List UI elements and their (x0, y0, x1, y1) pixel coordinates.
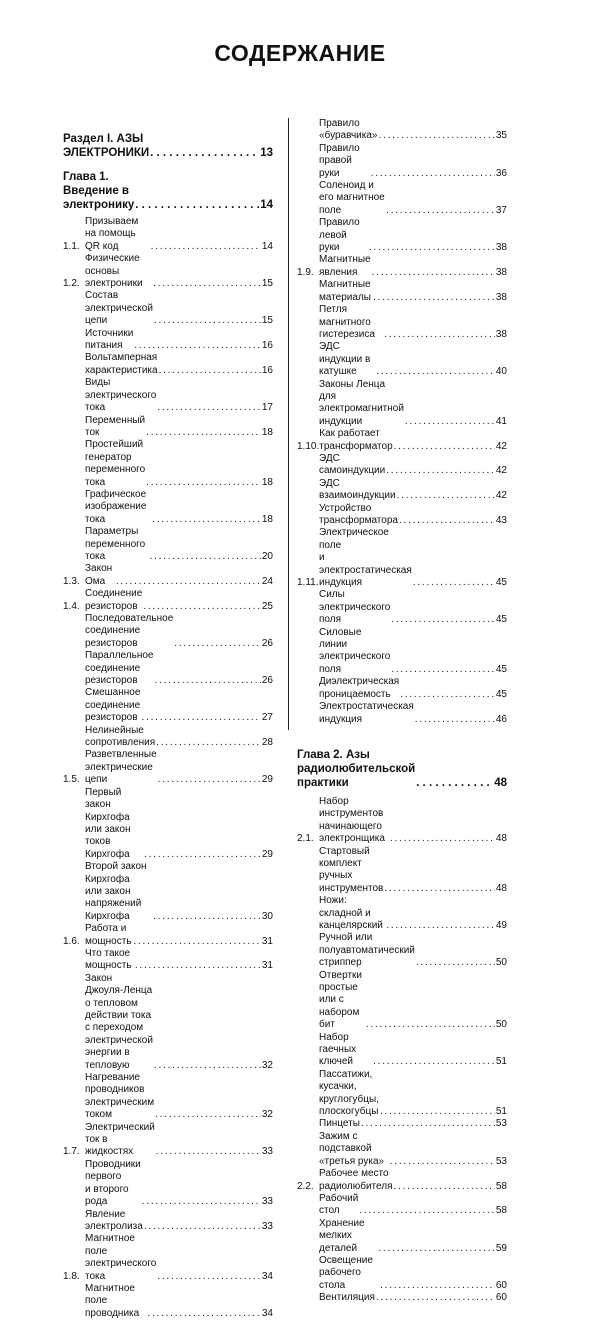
toc-entry (297, 676, 507, 701)
toc-entry-title: Простейший генератор переменного тока (85, 439, 146, 488)
toc-entry (297, 895, 507, 932)
toc-entry-title: ЭДС взаимоиндукции (319, 477, 396, 502)
toc-page-number: 36 (495, 167, 507, 179)
dot-leader (376, 366, 495, 378)
toc-entry (297, 1118, 507, 1130)
dot-leader (378, 1243, 495, 1255)
toc-page-number: 42 (495, 490, 507, 502)
dot-leader (416, 776, 493, 790)
toc-right-column (297, 118, 507, 1305)
toc-entry-title: Законы Ленца для электромагнитной индукции (319, 378, 404, 427)
toc-entry-title: Смешанное соединение резисторов (85, 687, 141, 724)
toc-entry-title: Электростатическая индукция (319, 701, 414, 725)
toc-page-number: 45 (495, 688, 507, 700)
dot-leader (135, 198, 259, 212)
page-title: СОДЕРЖАНИЕ (214, 40, 386, 66)
toc-entry (63, 253, 273, 290)
toc-page-number: 46 (495, 713, 507, 725)
dot-leader (390, 833, 495, 845)
toc-entry-title: Глава 2. Азы радиолюбительской практики (297, 748, 416, 789)
dot-leader (361, 1118, 495, 1130)
toc-page-number: 51 (495, 1106, 507, 1118)
toc-entry (297, 180, 507, 217)
toc-page-number: 27 (261, 712, 273, 724)
toc-entry (297, 217, 507, 254)
toc-entry-title: Магнитное поле проводника (85, 1282, 140, 1319)
toc-entry-title: Нелинейные сопротивления (85, 724, 156, 749)
toc-entry-number: 1.3. (63, 575, 80, 587)
dot-leader (415, 714, 495, 726)
toc-entry (63, 290, 273, 327)
toc-entry (297, 1168, 507, 1193)
toc-entry (63, 489, 273, 526)
toc-entry-title: Правило левой руки (319, 217, 360, 254)
toc-entry (63, 216, 273, 253)
dot-leader (116, 576, 261, 588)
toc-entry-number: 1.10. (297, 440, 320, 452)
toc-entry (63, 1233, 273, 1283)
toc-heading (63, 132, 273, 160)
toc-entry-title: Закон Джоуля-Ленца о тепловом действии тока с переходом электрической энергии в тепловую (85, 972, 153, 1071)
dot-leader (144, 1221, 261, 1233)
toc-entry-title: Глава 1. Введение в электронику (63, 171, 135, 211)
toc-page-number: 24 (261, 575, 273, 587)
dot-leader (154, 1060, 261, 1072)
toc-entry-title: Правило «буравчика» (319, 118, 378, 142)
dot-leader (373, 292, 495, 304)
toc-entry (63, 1209, 273, 1234)
toc-page-number: 31 (261, 960, 273, 972)
toc-entry-title: Электрический ток в жидкостях (85, 1121, 155, 1158)
toc-entry-title: Явление электролиза (85, 1208, 143, 1232)
toc-entry (63, 861, 273, 923)
dot-leader (174, 638, 261, 650)
toc-page-number: 15 (261, 278, 273, 290)
dot-leader (146, 427, 261, 439)
dot-leader (376, 1292, 495, 1304)
toc-entry-title: Что такое мощность (85, 947, 132, 972)
toc-entry (297, 1218, 507, 1255)
dot-leader (157, 402, 261, 414)
dot-leader (154, 675, 260, 687)
dot-leader (405, 416, 495, 428)
toc-page-number: 16 (261, 340, 273, 352)
dot-leader (134, 340, 261, 352)
toc-entry-title: Рабочее место радиолюбителя (319, 1168, 393, 1192)
toc-entry-title: Соленоид и его магнитное поле (319, 180, 385, 216)
dot-leader (369, 242, 495, 254)
dot-leader (391, 664, 495, 676)
toc-entry-title: Петля магнитного гистерезиса (319, 304, 375, 340)
dot-leader (413, 577, 495, 589)
toc-entry (297, 143, 507, 180)
toc-entry-title: Параметры переменного тока (85, 526, 146, 562)
toc-page-number: 49 (495, 919, 507, 931)
toc-page-number: 34 (261, 1270, 273, 1282)
toc-entry (297, 1032, 507, 1069)
dot-leader (150, 146, 259, 160)
toc-entry-title: Пассатижи, кусачки, круглогубцы, плоскогубцы (319, 1068, 379, 1118)
toc-entry-title: Магнитные явления (319, 254, 371, 278)
toc-page-number: 15 (261, 315, 273, 327)
toc-entry-title: Физические основы электроники (85, 253, 143, 290)
toc-page-number: 58 (495, 1205, 507, 1217)
toc-entry-title: Электрическое поле и электростатическая индукция (319, 527, 412, 589)
toc-entry (297, 503, 507, 528)
toc-entry (297, 701, 507, 726)
toc-entry (63, 1122, 273, 1159)
toc-page-number: 53 (495, 1155, 507, 1167)
dot-leader (153, 278, 261, 290)
toc-entry-title: Набор инструментов начинающего электронщика (319, 795, 385, 845)
toc-page-number: 18 (261, 476, 273, 488)
toc-entry-title: Соединение резисторов (85, 588, 143, 612)
dot-leader (152, 514, 261, 526)
dot-leader (399, 515, 495, 527)
toc-page-number: 48 (495, 833, 507, 845)
toc-entry (63, 328, 273, 353)
toc-entry-title: Отвертки простые или с набором бит (319, 969, 363, 1031)
toc-page-number: 18 (261, 426, 273, 438)
toc-entry (63, 613, 273, 650)
toc-page-number: 60 (495, 1292, 507, 1304)
toc-entry-number: 2.2. (297, 1180, 314, 1192)
toc-entry (297, 846, 507, 896)
toc-entry-number: 1.1. (63, 240, 80, 252)
toc-entry (297, 527, 507, 589)
toc-entry-number: 1.2. (63, 278, 80, 290)
toc-page-number: 28 (261, 737, 273, 749)
dot-leader (386, 205, 495, 217)
toc-entry (63, 725, 273, 750)
toc-entry-title: Освещение рабочего стола (319, 1254, 373, 1291)
toc-entry (63, 923, 273, 948)
toc-left-column (63, 118, 273, 1320)
toc-entry (297, 379, 507, 429)
toc-page-number: 43 (495, 515, 507, 526)
dot-leader (144, 849, 261, 861)
dot-leader (153, 911, 261, 923)
toc-entry (63, 377, 273, 414)
toc-entry-number: 1.4. (63, 600, 80, 612)
toc-entry-title: Работа и мощность (85, 923, 132, 947)
toc-entry-number: 1.5. (63, 774, 80, 786)
toc-entry-title: Набор гаечных ключей (319, 1031, 357, 1068)
toc-page-number: 20 (261, 550, 273, 562)
toc-entry-title: Как работает трансформатор (319, 428, 393, 452)
toc-page-number: 45 (495, 614, 507, 626)
toc-entry-title: Закон Ома (85, 563, 113, 587)
toc-entry (63, 948, 273, 973)
toc-entry-number: 1.7. (63, 1146, 80, 1158)
dot-leader (380, 1106, 495, 1118)
toc-page-number: 42 (495, 465, 507, 477)
toc-page-number: 41 (495, 415, 507, 427)
toc-page-number: 45 (495, 577, 507, 589)
toc-entry-title: ЭДС индукции в катушке (319, 341, 371, 378)
toc-page-number: 48 (494, 776, 507, 789)
toc-page-number: 33 (261, 1146, 273, 1158)
toc-entry (63, 439, 273, 489)
toc-entry-title: Ручной или полуавтоматический стриппер (319, 932, 415, 969)
toc-page-number: 42 (495, 440, 507, 452)
toc-entry (63, 526, 273, 563)
dot-leader (390, 1156, 495, 1168)
toc-entry (297, 254, 507, 279)
dot-leader (366, 1019, 495, 1031)
toc-page-number: 38 (495, 328, 507, 340)
toc-page-number: 34 (261, 1307, 273, 1319)
toc-page-number: 17 (261, 402, 273, 414)
toc-page-number: 31 (261, 935, 273, 947)
toc-entry (297, 589, 507, 626)
toc-page-number: 14 (261, 240, 273, 252)
toc-entry (297, 1292, 507, 1304)
toc-page-number: 33 (261, 1220, 273, 1232)
toc-entry-title: Первый закон Кирхгофа или закон токов Кирхгофа (85, 786, 131, 860)
toc-entry (63, 352, 273, 377)
dot-leader (156, 737, 261, 749)
toc-page-number: 26 (261, 675, 273, 687)
toc-entry-title: Состав электрической цепи (85, 290, 153, 327)
toc-page-number: 38 (495, 291, 507, 303)
toc-page-number: 53 (495, 1118, 507, 1130)
toc-entry-number: 1.9. (297, 266, 314, 278)
toc-entry-title: Правило правой руки (319, 142, 360, 179)
toc-entry-title: Призываем на помощь QR код (85, 216, 139, 252)
dot-leader (135, 960, 261, 972)
toc-page-number: 59 (495, 1242, 507, 1254)
dot-leader (151, 241, 261, 253)
dot-leader (142, 712, 261, 724)
toc-entry-title: Разветвленные электрические цепи (85, 749, 157, 786)
dot-leader (157, 1271, 261, 1283)
toc-heading (63, 170, 273, 212)
dot-leader (394, 441, 495, 453)
toc-entry-title: Пинцеты (319, 1118, 360, 1130)
toc-entry-title: Хранение мелких деталей (319, 1217, 365, 1254)
toc-page-number: 33 (261, 1196, 273, 1208)
toc-page-number: 29 (261, 774, 273, 786)
toc-page-number: 32 (261, 1109, 273, 1121)
dot-leader (142, 1196, 261, 1208)
dot-leader (400, 689, 495, 701)
toc-entry (297, 1255, 507, 1292)
dot-leader (384, 329, 495, 341)
toc-entry (63, 415, 273, 440)
toc-entry (297, 970, 507, 1032)
toc-page-number: 26 (261, 637, 273, 649)
toc-page-number: 51 (495, 1056, 507, 1068)
toc-entry-title: Графическое изображение тока (85, 488, 147, 525)
toc-page-number: 38 (495, 242, 507, 254)
toc-entry (297, 279, 507, 304)
toc-entry (297, 478, 507, 503)
toc-entry (63, 563, 273, 588)
toc-entry-title: Стартовый комплект ручных инструментов (319, 845, 384, 894)
toc-entry-title: Силы электрического поля (319, 589, 391, 626)
dot-leader (384, 883, 495, 895)
dot-leader (386, 920, 495, 932)
toc-entry-title: Виды электрического тока (85, 377, 157, 414)
toc-entry (63, 1283, 273, 1320)
toc-entry-title: Силовые линии электрического поля (319, 626, 391, 675)
toc-entry (297, 1131, 507, 1168)
dot-leader (158, 774, 261, 786)
dot-leader (147, 1308, 260, 1320)
toc-entry (297, 932, 507, 969)
toc-entry (297, 118, 507, 143)
toc-entry-title: Нагревание проводников электрическим током (85, 1072, 155, 1121)
dot-leader (416, 957, 495, 969)
toc-entry-title: Вентиляция (319, 1292, 375, 1304)
toc-entry (297, 627, 507, 677)
toc-entry-title: Рабочий стол (319, 1192, 359, 1217)
toc-page-number: 40 (495, 366, 507, 378)
column-divider (288, 118, 289, 730)
toc-entry (63, 749, 273, 786)
dot-leader (393, 1181, 494, 1193)
toc-heading (297, 748, 507, 790)
toc-entry (63, 973, 273, 1072)
dot-leader (359, 1205, 495, 1217)
toc-entry-title: Второй закон Кирхгофа или закон напряжений Кирхгофа (85, 861, 147, 922)
toc-entry-title: Диэлектрическая проницаемость (319, 676, 400, 700)
dot-leader (397, 490, 495, 502)
toc-entry-title: Раздел I. АЗЫ ЭЛЕКТРОНИКИ (63, 133, 150, 159)
dot-leader (133, 936, 260, 948)
toc-page-number: 50 (495, 1019, 507, 1031)
toc-page-number: 30 (261, 910, 273, 922)
toc-page-number: 14 (260, 199, 273, 211)
toc-entry-number: 1.11. (297, 577, 319, 589)
toc-page-number: 37 (495, 204, 507, 216)
toc-entry (63, 687, 273, 724)
toc-entry-title: Источники питания (85, 327, 134, 352)
dot-leader (155, 1109, 261, 1121)
toc-entry (297, 428, 507, 453)
dot-leader (159, 365, 261, 377)
dot-leader (143, 601, 261, 613)
toc-entry-title: Зажим с подставкой «третья рука» (319, 1130, 385, 1167)
toc-page-number: 32 (261, 1059, 273, 1071)
toc-entry-title: Переменный ток (85, 414, 146, 438)
toc-entry (297, 1069, 507, 1119)
dot-leader (373, 1056, 495, 1068)
toc-page-number: 35 (495, 130, 507, 142)
toc-entry-number: 1.6. (63, 935, 80, 947)
toc-page-number: 25 (261, 600, 273, 612)
toc-entry-number: 2.1. (297, 833, 314, 845)
toc-entry-title: Проводники первого и второго рода (85, 1158, 141, 1208)
toc-entry (63, 588, 273, 613)
toc-page-number: 48 (495, 882, 507, 894)
toc-entry (63, 650, 273, 687)
toc-entry (63, 1072, 273, 1122)
toc-entry (297, 453, 507, 478)
toc-entry (297, 341, 507, 378)
toc-entry (297, 796, 507, 846)
toc-page-number: 45 (495, 663, 507, 675)
dot-leader (154, 315, 261, 327)
toc-entry (297, 304, 507, 341)
toc-entry-title: Ножи: складной и канцелярский (319, 895, 383, 931)
toc-entry-title: Устройство трансформатора (319, 502, 398, 526)
toc-entry-title: ЭДС самоиндукции (319, 452, 386, 477)
toc-page-number: 16 (261, 364, 273, 376)
toc-page-number: 58 (495, 1180, 507, 1192)
toc-page-number: 50 (495, 957, 507, 969)
toc-entry-title: Магнитное поле электрического тока (85, 1233, 157, 1282)
toc-page-number: 18 (261, 513, 273, 525)
toc-page-number: 13 (260, 147, 273, 159)
toc-entry-title: Параллельное соединение резисторов (85, 650, 154, 687)
dot-leader (386, 465, 495, 477)
toc-page-number: 60 (495, 1279, 507, 1291)
toc-entry (63, 1159, 273, 1209)
dot-leader (380, 1280, 495, 1292)
toc-entry-title: Вольтамперная характеристика (85, 352, 158, 376)
toc-entry (297, 1193, 507, 1218)
dot-leader (156, 1146, 261, 1158)
toc-page-number: 29 (261, 848, 273, 860)
dot-leader (391, 614, 495, 626)
toc-page-number: 38 (495, 266, 507, 278)
toc-entry-title: Последовательное соединение резисторов (85, 613, 174, 649)
dot-leader (146, 477, 261, 489)
dot-leader (378, 130, 494, 142)
toc-entry-number: 1.8. (63, 1270, 80, 1282)
dot-leader (150, 551, 261, 563)
toc-entry-title: Магнитные материалы (319, 279, 371, 303)
dot-leader (371, 168, 495, 180)
toc-entry (63, 787, 273, 861)
dot-leader (372, 267, 495, 279)
